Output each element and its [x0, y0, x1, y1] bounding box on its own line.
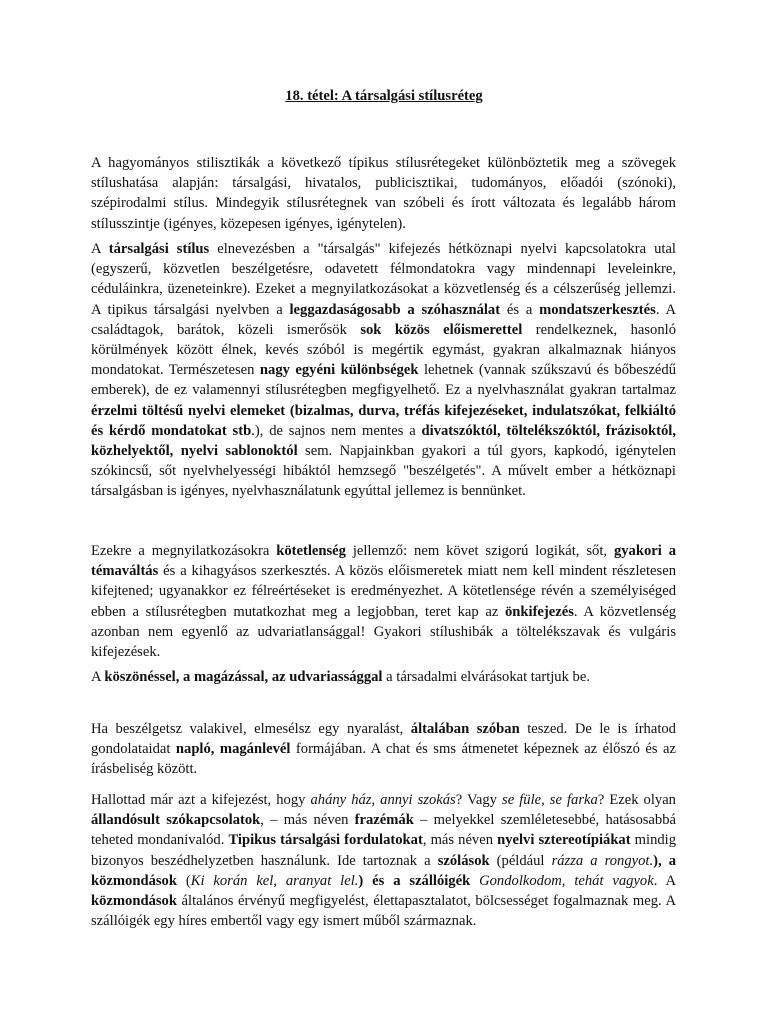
text-run: rendelkeznek, hasonló körülmények között élnek, kevés szóból is megértik egymást, gyakran alkalmaznak hiányos mondatokat. Természetesen: [91, 321, 676, 379]
bold-term: frazémák: [354, 812, 414, 829]
text-run: Ha beszélgetsz valakivel, elmesélsz egy nyaralást,: [91, 721, 411, 737]
text-run: ? Vagy: [455, 792, 503, 808]
text-run: . A: [653, 872, 676, 889]
bold-term: mondatszerkesztés: [539, 301, 656, 318]
bold-term: Tipikus társalgási fordulatokat: [228, 832, 423, 849]
paragraph-phrases: [91, 790, 676, 931]
text-run: Hallottad már azt a kifejezést, hogy: [91, 792, 311, 808]
text-run: mindig bizonyos beszédhelyzetben használunk. Ide tartoznak a: [91, 832, 677, 869]
text-run: teszed. De le is írhatod gondolataidat: [91, 721, 676, 758]
bold-term: ) és a szállóigék: [358, 872, 471, 889]
bold-term: önkifejezés: [504, 603, 574, 620]
bold-term: állandósult szókapcsolatok: [91, 812, 261, 829]
bold-term: közmondások: [91, 893, 177, 910]
bold-term: nagy egyéni különbségek: [259, 362, 419, 379]
bold-term: kötetlenség: [276, 543, 346, 559]
bold-term: napló, magánlevél: [175, 741, 291, 758]
text-run: lehetnek (vannak szűkszavú és bőbeszédű emberek), de ez valamennyi stílusrétegben megfigyelhető. Ez a nyelvhasználat gyakran tartalmaz: [91, 362, 676, 399]
italic-example: Gondolkodom, tehát vagyok: [479, 872, 654, 889]
text-run: és a kihagyásos szerkesztés. A közös előismeretek miatt nem kell mindent részletesen kifejtened; ugyanakkor ez félreértéseket is eredményezhet. A kötetlensége révén a személyiséged ebben a stílusrétegben mutatkozhat meg a legjobban, teret kap az: [91, 563, 676, 620]
paragraph-politeness: [91, 667, 676, 687]
text-run: és a: [500, 301, 540, 318]
italic-example: rázza a rongyot.: [551, 852, 654, 869]
text-run: . A közvetlenség azonban nem egyenlő az udvariatlansággal! Gyakori stílushibák a töltelékszavak és vulgáris kifejezések.: [91, 603, 676, 661]
text-run: formájában. A chat és sms átmenetet képeznek az élőszó és az írásbeliség között.: [91, 741, 676, 778]
bold-term: szólások: [437, 852, 490, 869]
bold-term: érzelmi töltésű nyelvi elemeket (bizalmas, durva, tréfás kifejezéseket, indulatszókat, felkiáltó és kérdő mondatokat stb: [91, 402, 676, 439]
text-run: jellemző: nem követ szigorú logikát, sőt,: [345, 543, 614, 559]
italic-example: ahány ház, annyi szokás: [310, 792, 456, 808]
text-run: Ezekre a megnyilatkozásokra: [91, 543, 277, 559]
paragraph-informality: [91, 541, 676, 662]
text-run: .), de sajnos nem mentes a: [251, 422, 422, 439]
text-run: a társadalmi elvárásokat tartjuk be.: [382, 669, 590, 685]
bold-term: leggazdaságosabb a szóhasználat: [289, 301, 501, 318]
bold-term: társalgási stílus: [108, 241, 210, 257]
text-run: A: [91, 669, 105, 685]
text-run: általános érvényű megfigyelést, élettapasztalatot, bölcsességet fogalmaznak meg. A szállóigék egy híres embertől vagy egy ismert műből származnak.: [91, 893, 676, 930]
italic-example: se füle, se farka: [502, 792, 598, 808]
text-run: A: [91, 241, 109, 257]
text-run: , más néven: [422, 832, 498, 849]
page-title: 18. tétel: A társalgási stílusréteg: [285, 88, 483, 104]
text-run: – melyekkel szemléletesebbé, hatásosabbá teheted mondanivalód.: [91, 812, 676, 849]
italic-example: Ki korán kel, aranyat lel.: [190, 872, 359, 889]
text-run: sem. Napjainkban gyakori a túl gyors, kapkodó, igénytelen szókincsű, sőt nyelvhelyességi hibáktól hemzsegő "beszélgetés". A művelt ember a hétköznapi társalgásban is igényes, nyelvhasználatunk egyúttal jellemez is bennünket.: [91, 443, 676, 500]
text-run: ? Ezek olyan: [597, 792, 676, 808]
bold-term: ), a közmondások: [91, 852, 676, 889]
bold-term: divatszóktól, töltelékszóktól, frázisoktól, közhelyektől, nyelvi sablonoktól: [91, 422, 677, 460]
bold-term: gyakori a témaváltás: [91, 543, 676, 580]
text-run: (: [176, 872, 191, 889]
text-run: , – más néven: [260, 812, 355, 829]
text-run: (például: [489, 852, 552, 869]
bold-term: sok közös előismerettel: [360, 321, 523, 338]
bold-term: általában szóban: [410, 721, 520, 737]
paragraph-definition: [91, 239, 676, 502]
text-run: . A családtagok, barátok, közeli ismerősök: [91, 301, 676, 338]
text-run: elnevezésben a "társalgás" kifejezés hétköznapi nyelvi kapcsolatokra utal (egyszerű, közvetlen beszélgetésre, odavetett félmondatokra vagy mindennapi leveleinkre, céduláinkra, üzeneteinkre). Ezeket a megnyilatkozásokat a közvetlenség és a célszerűség jellemzi. A tipikus társalgási nyelvben a: [91, 241, 676, 318]
bold-term: köszönéssel, a magázással, az udvariassággal: [104, 669, 383, 685]
bold-term: nyelvi sztereotípiákat: [497, 832, 631, 849]
paragraph-oral-written: [91, 719, 676, 780]
paragraph-intro: A hagyományos stilisztikák a következő típikus stílusrétegeket különböztetik meg a szövegek stílushatása alapján: társalgási, hivatalos, publicisztikai, tudományos, előadói (szónoki), szépirodalmi stílus. Mindegyik stílusrétegnek van szóbeli és írott változata és legalább három stílusszintje (igényes, közepesen igényes, igénytelen).: [91, 155, 676, 232]
